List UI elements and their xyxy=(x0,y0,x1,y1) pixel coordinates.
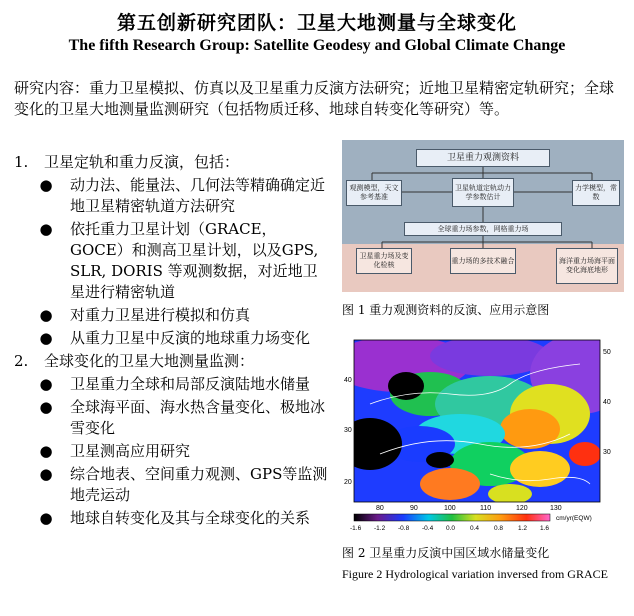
lon-label: 130 xyxy=(550,505,562,512)
colorbar-tick: 0.4 xyxy=(470,525,480,532)
list-item xyxy=(14,219,330,303)
lat-label: 40 xyxy=(344,377,352,384)
lon-label: 120 xyxy=(516,505,528,512)
colorbar-tick: -0.4 xyxy=(422,525,434,532)
list-item xyxy=(14,397,330,439)
figure-1-diagram xyxy=(342,140,624,292)
list-item xyxy=(14,464,330,506)
lat-label: 30 xyxy=(344,427,352,434)
diagram-box-orbit: 卫星轨道定轨动力学参数估计 xyxy=(452,178,514,207)
bullet-icon: ● xyxy=(39,306,53,324)
lat-label: 30 xyxy=(603,449,611,456)
lon-label: 90 xyxy=(410,505,418,512)
diagram-box-gravity-field: 全球重力场参数，网格重力场 xyxy=(404,222,562,236)
list-item xyxy=(14,508,330,529)
list-item-text: 地球自转变化及其与全球变化的关系 xyxy=(70,509,311,527)
section-heading xyxy=(14,152,330,173)
lat-label: 50 xyxy=(603,349,611,356)
section-number: 1. xyxy=(14,153,29,171)
lon-label: 110 xyxy=(480,505,492,512)
list-item xyxy=(14,374,330,395)
bullet-icon: ● xyxy=(39,442,53,460)
list-item xyxy=(14,328,330,349)
figure-2-caption-cn: 图 2 卫星重力反演中国区域水储量变化 xyxy=(342,546,550,560)
diagram-box-observation: 卫星重力观测资料 xyxy=(416,149,550,167)
colorbar-tick: 0.8 xyxy=(494,525,504,532)
diagram-box-force: 力学模型，常数 xyxy=(572,180,620,206)
list-item xyxy=(14,175,330,217)
page-title-cn: 第五创新研究团队：卫星大地测量与全球变化 xyxy=(116,12,517,34)
bullet-icon: ● xyxy=(39,176,53,194)
colorbar xyxy=(354,514,550,521)
list-item xyxy=(14,305,330,326)
list-item xyxy=(14,441,330,462)
list-item-text: 综合地表、空间重力观测、GPS等监测地壳运动 xyxy=(70,465,328,504)
figure-2-map xyxy=(340,334,626,538)
section-title: 卫星定轨和重力反演，包括： xyxy=(44,153,240,171)
list-item-text: 卫星重力全球和局部反演陆地水储量 xyxy=(70,375,311,393)
list-item-text: 对重力卫星进行模拟和仿真 xyxy=(70,306,251,324)
colorbar-tick: -1.2 xyxy=(374,525,386,532)
bullet-icon: ● xyxy=(39,329,53,347)
lat-label: 40 xyxy=(603,399,611,406)
lat-label: 20 xyxy=(344,479,352,486)
section-heading xyxy=(14,351,330,372)
colorbar-tick: -0.8 xyxy=(398,525,410,532)
water-storage-map xyxy=(340,334,626,538)
figure-1-caption: 图 1 重力观测资料的反演、应用示意图 xyxy=(342,303,550,317)
bullet-icon: ● xyxy=(39,509,53,527)
lon-label: 100 xyxy=(444,505,456,512)
colorbar-tick: -1.6 xyxy=(350,525,362,532)
list-item-text: 依托重力卫星计划（GRACE，GOCE）和测高卫星计划，以及GPS, SLR, DORIS 等观测数据，对近地卫星进行精密轨道 xyxy=(70,220,319,301)
list-item-text: 动力法、能量法、几何法等精确确定近地卫星精密轨道方法研究 xyxy=(70,176,326,215)
bullet-icon: ● xyxy=(39,465,53,483)
list-item-text: 卫星测高应用研究 xyxy=(70,442,191,460)
lon-label: 80 xyxy=(376,505,384,512)
research-intro: 研究内容：重力卫星模拟、仿真以及卫星重力反演方法研究；近地卫星精密定轨研究；全球变化的卫星大地测量监测研究（包括物质迁移、地球自转变化等研究）等。 xyxy=(14,79,615,118)
bullet-icon: ● xyxy=(39,375,53,393)
colorbar-tick: 1.6 xyxy=(540,525,550,532)
section-number: 2. xyxy=(14,352,29,370)
diagram-box-check: 卫星重力场及变化检核 xyxy=(356,248,412,274)
diagram-box-models: 观测模型，天文参考基准 xyxy=(346,180,402,206)
list-item-text: 全球海平面、海水热含量变化、极地冰雪变化 xyxy=(70,398,326,437)
list-item-text: 从重力卫星中反演的地球重力场变化 xyxy=(70,329,311,347)
bullet-icon: ● xyxy=(39,220,53,238)
research-list xyxy=(14,150,330,531)
diagram-box-fusion: 重力场的多技术融合 xyxy=(450,248,516,274)
colorbar-unit: cm/yr(EQW) xyxy=(556,515,592,522)
section-title: 全球变化的卫星大地测量监测： xyxy=(44,352,255,370)
page-title-en: The fifth Research Group: Satellite Geodesy and Global Climate Change xyxy=(68,37,566,54)
bullet-icon: ● xyxy=(39,398,53,416)
diagram-box-ocean: 海洋重力场海平面变化海底地形 xyxy=(556,248,618,284)
colorbar-tick: 0.0 xyxy=(446,525,456,532)
figure-2-caption-en: Figure 2 Hydrological variation inversed from GRACE xyxy=(342,567,608,581)
colorbar-tick: 1.2 xyxy=(518,525,528,532)
